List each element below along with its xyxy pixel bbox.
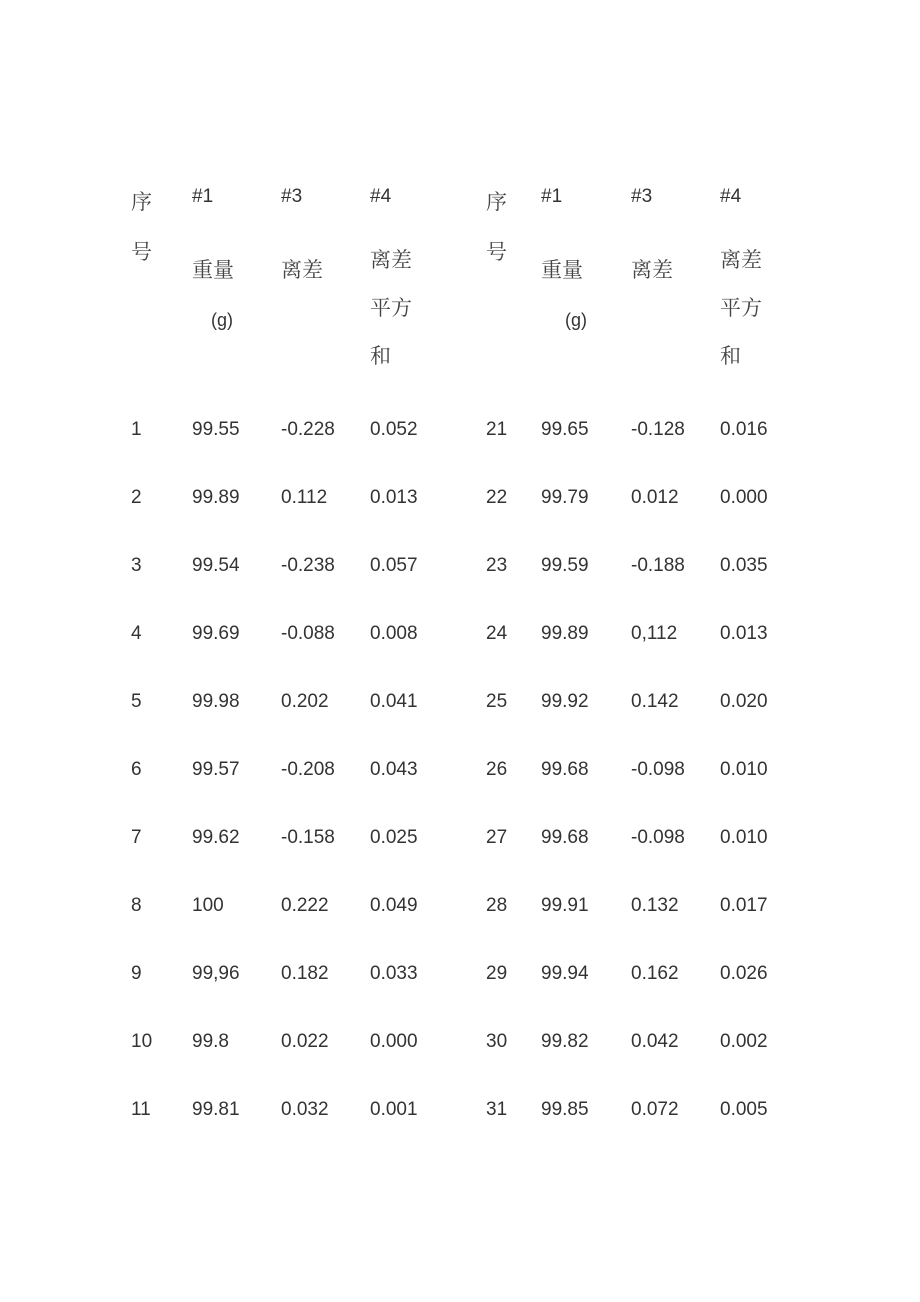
header-deviation-right <box>631 178 721 378</box>
cell-deviation: 0,112 <box>631 623 678 644</box>
cell-squared: 0.026 <box>720 963 768 984</box>
cell-deviation: -0.228 <box>281 419 335 440</box>
cell-seq: 31 <box>486 1099 508 1120</box>
cell-squared: 0.033 <box>370 963 418 984</box>
cell-seq: 6 <box>131 759 142 780</box>
cell-weight: 100 <box>192 895 224 916</box>
header-deviation-number: #3 <box>631 186 653 207</box>
right-table-row <box>0 827 920 857</box>
cell-deviation: 0.112 <box>281 487 328 508</box>
cell-weight: 99.89 <box>541 623 589 644</box>
cell-squared: 0.043 <box>370 759 418 780</box>
right-table-row <box>0 623 920 653</box>
cell-weight: 99.89 <box>192 487 240 508</box>
cell-seq: 25 <box>486 691 508 712</box>
cell-seq: 23 <box>486 555 508 576</box>
cell-deviation: 0.222 <box>281 895 329 916</box>
cell-weight: 99.57 <box>192 759 240 780</box>
cell-deviation: 0.132 <box>631 895 679 916</box>
header-seq-line2: 号 <box>131 240 152 264</box>
cell-squared: 0.000 <box>720 487 768 508</box>
header-weight-right <box>541 178 631 378</box>
cell-seq: 27 <box>486 827 508 848</box>
cell-deviation: -0.208 <box>281 759 335 780</box>
header-weight-unit: (g) <box>211 310 233 330</box>
cell-weight: 99.98 <box>192 691 240 712</box>
cell-squared: 0.001 <box>370 1099 418 1120</box>
cell-squared: 0.010 <box>720 827 768 848</box>
cell-weight: 99.8 <box>192 1031 229 1052</box>
cell-seq: 11 <box>131 1099 151 1120</box>
header-squared-line3: 和 <box>370 344 391 368</box>
cell-seq: 30 <box>486 1031 508 1052</box>
cell-deviation: -0.098 <box>631 827 685 848</box>
cell-seq: 24 <box>486 623 508 644</box>
header-weight-label: 重量 <box>541 258 583 282</box>
cell-seq: 1 <box>131 419 142 440</box>
cell-squared: 0.020 <box>720 691 768 712</box>
cell-squared: 0.017 <box>720 895 768 916</box>
cell-deviation: 0.072 <box>631 1099 679 1120</box>
cell-seq: 21 <box>486 419 508 440</box>
cell-squared: 0.013 <box>720 623 768 644</box>
cell-deviation: -0.158 <box>281 827 335 848</box>
cell-weight: 99.65 <box>541 419 589 440</box>
right-table-row <box>0 1031 920 1061</box>
cell-deviation: -0.188 <box>631 555 685 576</box>
header-squared-line1: 离差 <box>720 248 762 272</box>
cell-seq: 26 <box>486 759 508 780</box>
cell-weight: 99.55 <box>192 419 240 440</box>
header-seq-line1: 序 <box>131 190 152 214</box>
cell-squared: 0.025 <box>370 827 418 848</box>
header-seq-line2: 号 <box>486 240 507 264</box>
cell-squared: 0.008 <box>370 623 418 644</box>
cell-squared: 0.052 <box>370 419 418 440</box>
cell-weight: 99.68 <box>541 759 589 780</box>
cell-squared: 0.010 <box>720 759 768 780</box>
cell-weight: 99.91 <box>541 895 589 916</box>
cell-squared: 0.049 <box>370 895 418 916</box>
cell-deviation: -0.098 <box>631 759 685 780</box>
header-weight-left <box>192 178 282 378</box>
cell-squared: 0.016 <box>720 419 768 440</box>
cell-seq: 2 <box>131 487 142 508</box>
cell-deviation: -0.088 <box>281 623 335 644</box>
cell-weight: 99.68 <box>541 827 589 848</box>
header-deviation-left <box>281 178 371 378</box>
right-table-row <box>0 895 920 925</box>
cell-weight: 99.85 <box>541 1099 589 1120</box>
cell-weight: 99.92 <box>541 691 589 712</box>
header-squared-left <box>370 178 460 378</box>
cell-seq: 29 <box>486 963 508 984</box>
right-table-row <box>0 759 920 789</box>
cell-deviation: 0.042 <box>631 1031 679 1052</box>
cell-squared: 0.057 <box>370 555 418 576</box>
cell-seq: 10 <box>131 1031 153 1052</box>
header-squared-number: #4 <box>370 186 392 207</box>
header-squared-line2: 平方 <box>720 296 762 320</box>
cell-weight: 99.82 <box>541 1031 589 1052</box>
cell-deviation: 0.182 <box>281 963 329 984</box>
right-table-row <box>0 419 920 449</box>
cell-weight: 99.59 <box>541 555 589 576</box>
cell-seq: 5 <box>131 691 142 712</box>
header-squared-right <box>720 178 810 378</box>
header-deviation-label: 离差 <box>631 258 673 282</box>
cell-squared: 0.013 <box>370 487 418 508</box>
cell-squared: 0.005 <box>720 1099 768 1120</box>
cell-seq: 9 <box>131 963 142 984</box>
cell-deviation: 0.162 <box>631 963 679 984</box>
cell-seq: 3 <box>131 555 142 576</box>
cell-weight: 99,96 <box>192 963 240 984</box>
right-table-row <box>0 487 920 517</box>
header-squared-number: #4 <box>720 186 742 207</box>
cell-weight: 99.54 <box>192 555 240 576</box>
cell-weight: 99.62 <box>192 827 240 848</box>
cell-deviation: -0.238 <box>281 555 335 576</box>
right-table-row <box>0 691 920 721</box>
cell-weight: 99.81 <box>192 1099 240 1120</box>
cell-deviation: -0.128 <box>631 419 685 440</box>
header-weight-label: 重量 <box>192 258 234 282</box>
cell-deviation: 0.032 <box>281 1099 329 1120</box>
cell-seq: 4 <box>131 623 142 644</box>
header-deviation-number: #3 <box>281 186 303 207</box>
cell-squared: 0.002 <box>720 1031 768 1052</box>
cell-squared: 0.000 <box>370 1031 418 1052</box>
header-weight-number: #1 <box>541 186 563 207</box>
cell-weight: 99.69 <box>192 623 240 644</box>
cell-weight: 99.94 <box>541 963 589 984</box>
header-squared-line2: 平方 <box>370 296 412 320</box>
header-weight-unit: (g) <box>565 310 587 330</box>
cell-deviation: 0.202 <box>281 691 329 712</box>
cell-seq: 7 <box>131 827 142 848</box>
header-deviation-label: 离差 <box>281 258 323 282</box>
right-table-row <box>0 1099 920 1129</box>
header-squared-line3: 和 <box>720 344 741 368</box>
header-seq-line1: 序 <box>486 190 507 214</box>
cell-deviation: 0.142 <box>631 691 679 712</box>
header-weight-number: #1 <box>192 186 214 207</box>
cell-deviation: 0.012 <box>631 487 679 508</box>
cell-seq: 8 <box>131 895 142 916</box>
right-table-row <box>0 963 920 993</box>
cell-weight: 99.79 <box>541 487 589 508</box>
cell-squared: 0.035 <box>720 555 768 576</box>
cell-seq: 22 <box>486 487 508 508</box>
cell-seq: 28 <box>486 895 508 916</box>
header-squared-line1: 离差 <box>370 248 412 272</box>
cell-deviation: 0.022 <box>281 1031 329 1052</box>
right-table-row <box>0 555 920 585</box>
cell-squared: 0.041 <box>370 691 418 712</box>
